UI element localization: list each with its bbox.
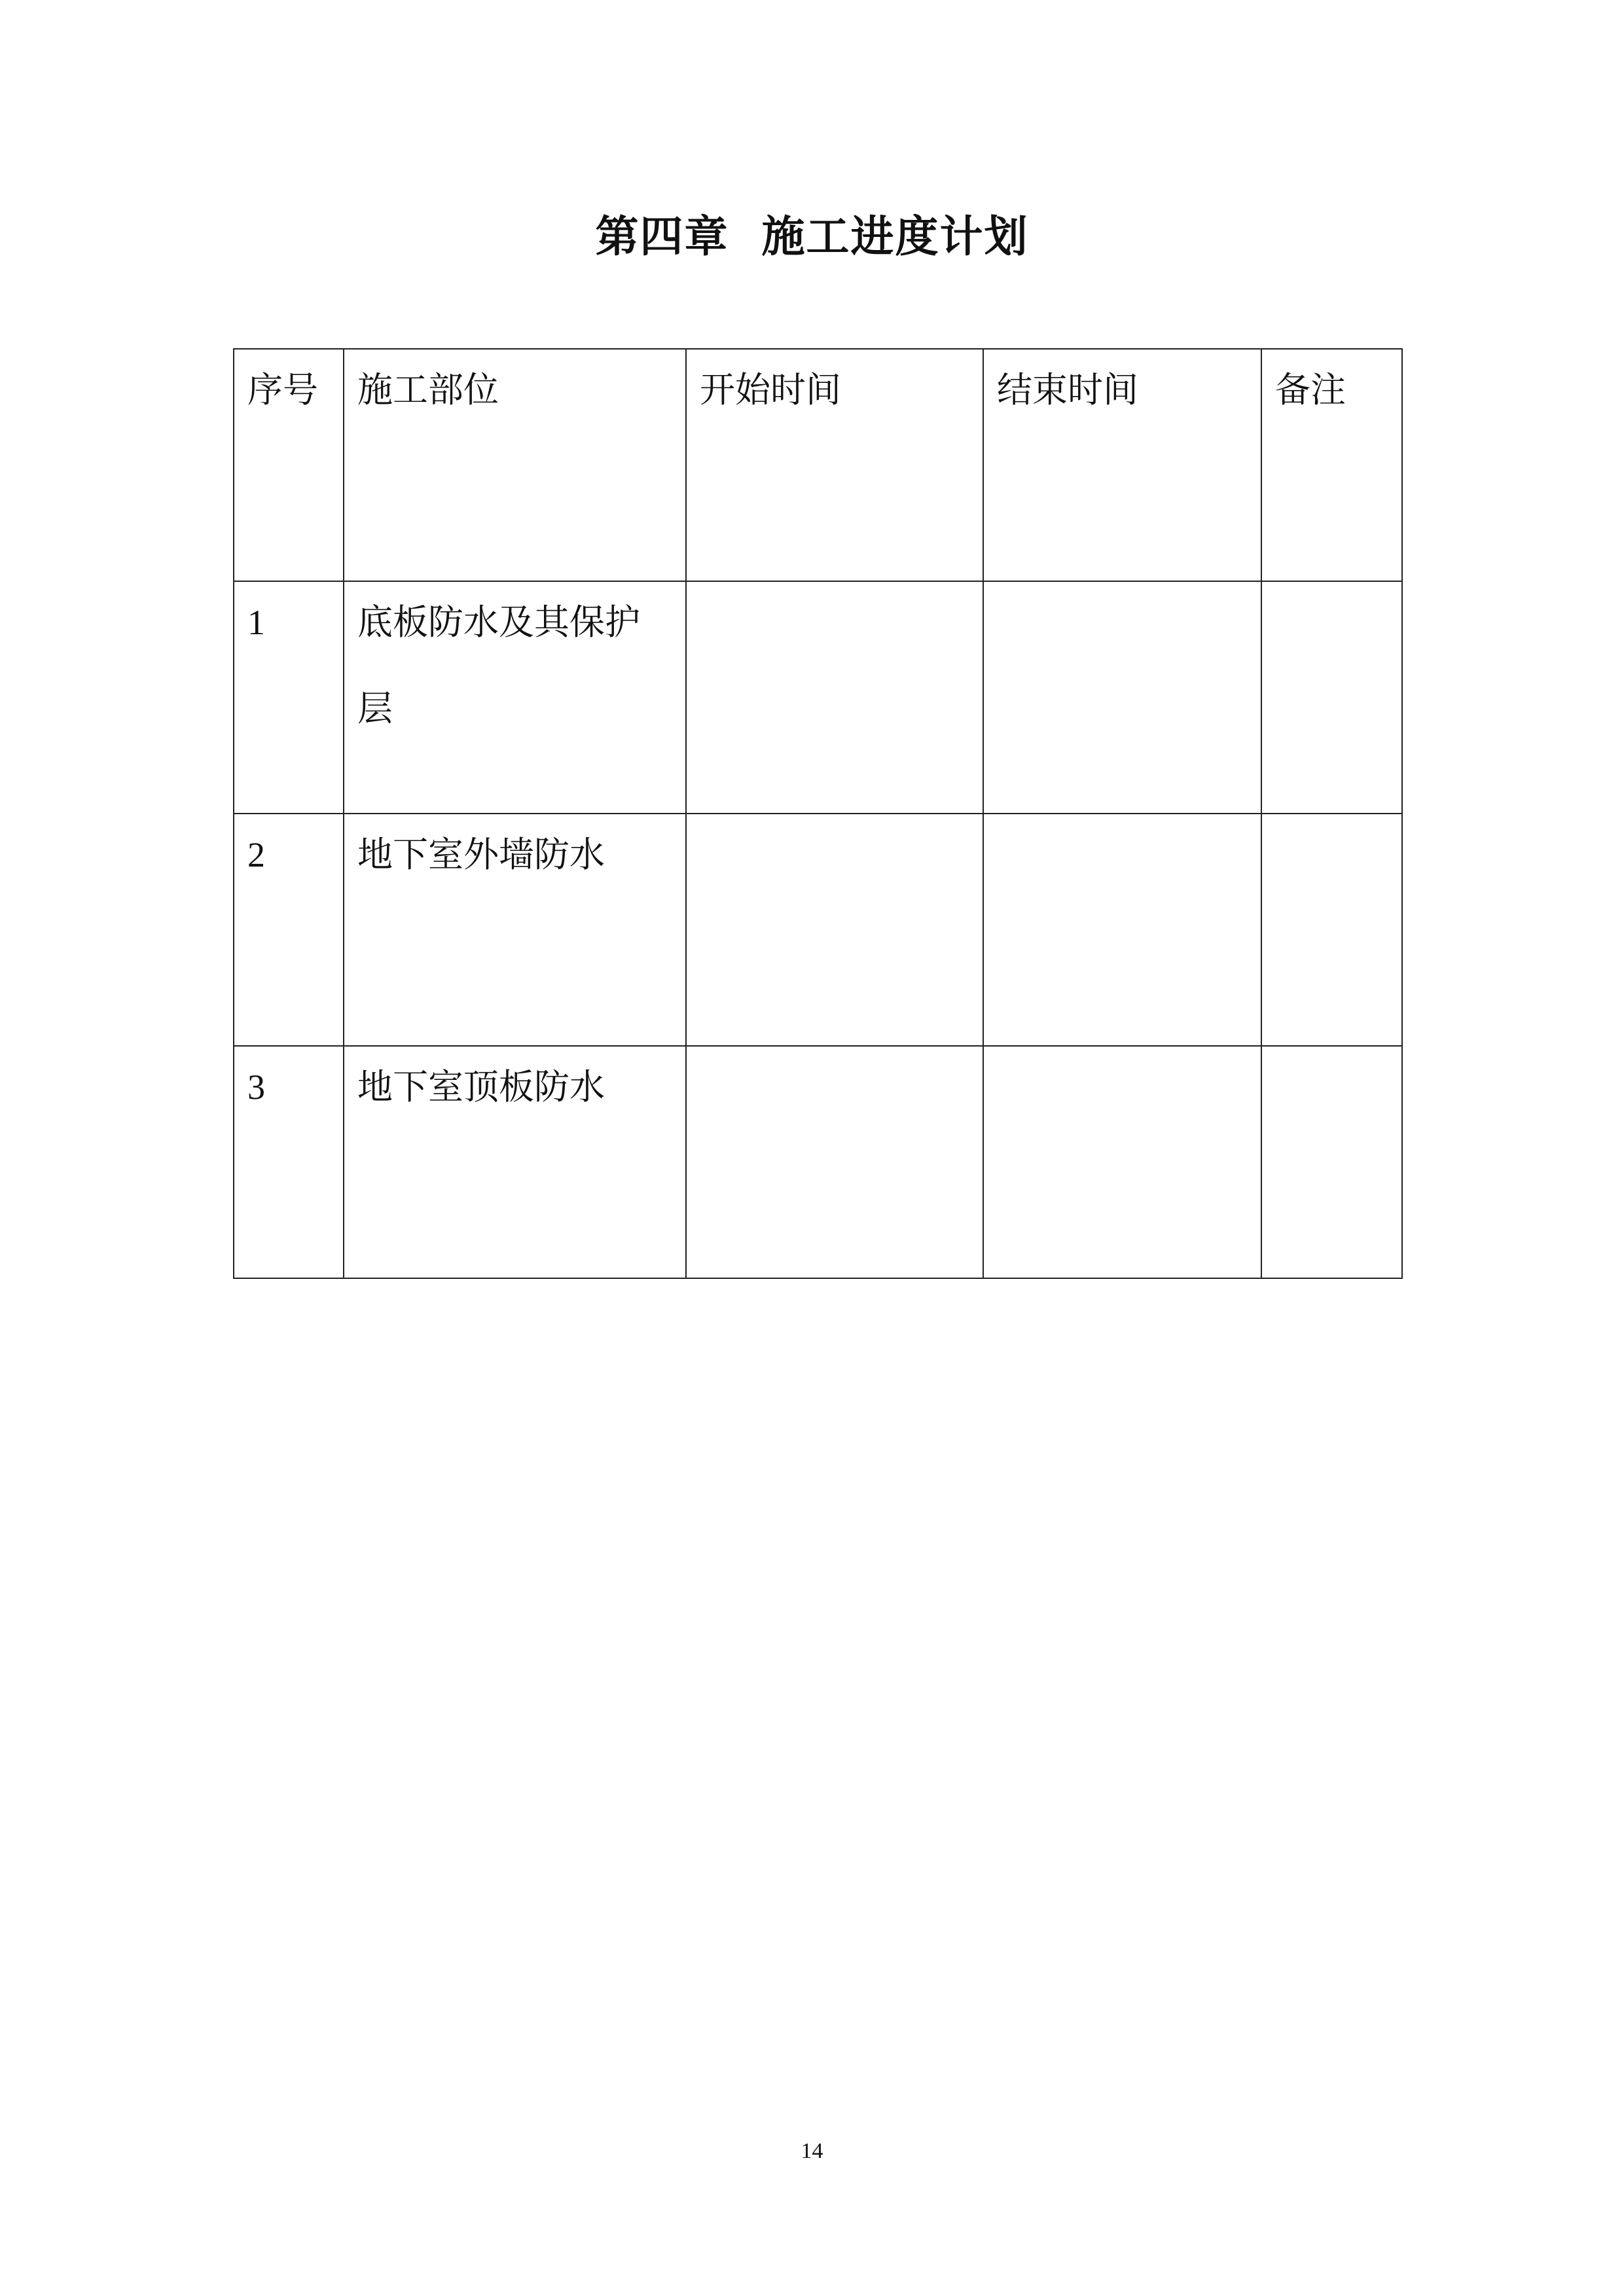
- cell-remark: [1261, 1046, 1402, 1278]
- cell-start-time: [686, 1046, 983, 1278]
- table-row: [234, 1046, 1402, 1278]
- cell-end-time: [983, 581, 1261, 814]
- cell-remark: [1261, 581, 1402, 814]
- cell-index: 1: [234, 581, 344, 814]
- cell-end-time: [983, 1046, 1261, 1278]
- header-cell-end-time: 结束时间: [983, 349, 1261, 581]
- table-row: [234, 814, 1402, 1046]
- cell-index: 3: [234, 1046, 344, 1278]
- cell-index: 2: [234, 814, 344, 1046]
- header-cell-remark: 备注: [1261, 349, 1402, 581]
- page-number: 14: [801, 2139, 823, 2163]
- cell-remark: [1261, 814, 1402, 1046]
- cell-start-time: [686, 581, 983, 814]
- cell-start-time: [686, 814, 983, 1046]
- cell-end-time: [983, 814, 1261, 1046]
- cell-location: 地下室顶板防水: [344, 1046, 686, 1278]
- cell-location: 底板防水及其保护层: [344, 581, 686, 814]
- cell-location: 地下室外墙防水: [344, 814, 686, 1046]
- header-cell-start-time: 开始时间: [686, 349, 983, 581]
- table-row: [234, 581, 1402, 814]
- schedule-table: [233, 348, 1403, 1279]
- page-title: 第四章 施工进度计划: [595, 211, 1029, 262]
- header-cell-location: 施工部位: [344, 349, 686, 581]
- table-header-row: [234, 349, 1402, 581]
- header-cell-index: 序号: [234, 349, 344, 581]
